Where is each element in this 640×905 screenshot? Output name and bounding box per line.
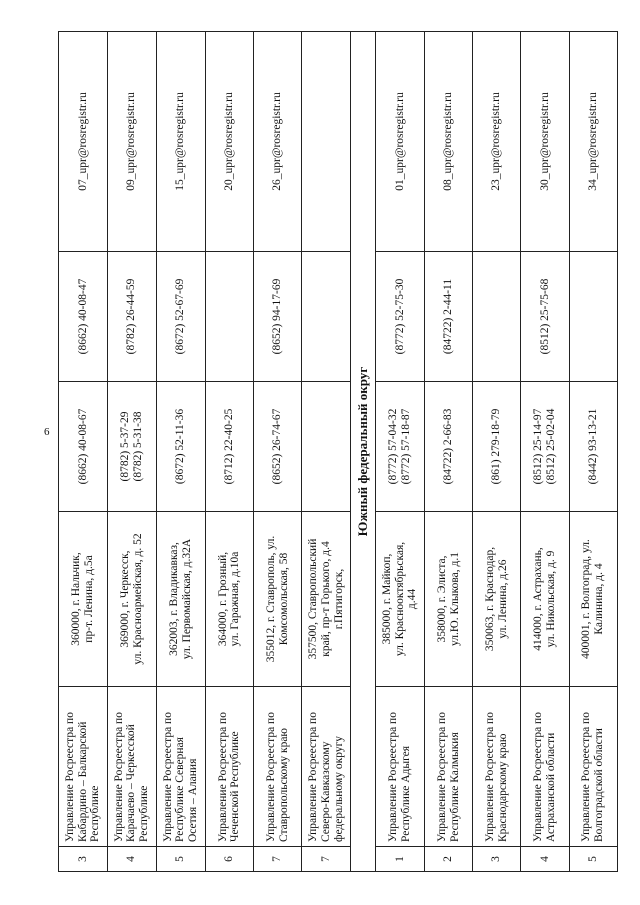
office-address [424, 512, 472, 687]
phone-line: (8772) 57-04-32 [387, 408, 400, 485]
office-name-line: Управление Росреестра по [307, 712, 320, 842]
office-address [205, 512, 253, 687]
fax-number [569, 252, 617, 382]
phone-numbers [107, 382, 156, 512]
phone-numbers [302, 382, 351, 512]
email-address: 15_upr@rosregistr.ru [156, 32, 205, 252]
row-number: 2 [424, 847, 472, 872]
office-name [205, 687, 253, 847]
address-line: ул. Красноармейская, д. 52 [131, 533, 144, 665]
phone-numbers [254, 382, 302, 512]
office-name-line: Республике [138, 785, 151, 842]
office-name-line: Республике Калмыкия [448, 732, 461, 842]
row-number: 1 [376, 847, 425, 872]
table-row [302, 32, 351, 872]
address-line: 355012, г. Ставрополь, ул. [264, 535, 277, 663]
address-line: д.44 [406, 588, 419, 610]
office-address [107, 512, 156, 687]
office-name-line: Управление Росреестра по [216, 712, 229, 842]
office-name-line: Кабардино – Балкарской [76, 721, 89, 842]
row-number: 3 [473, 847, 521, 872]
row-number: 7 [302, 847, 351, 872]
office-name-line: Республике Адыгея [399, 745, 412, 842]
address-line: 414000, г. Астрахань, [532, 547, 545, 651]
fax-number: (8662) 40-08-47 [59, 252, 108, 382]
phone-numbers [205, 382, 253, 512]
fax-number: (8672) 52-67-69 [156, 252, 205, 382]
office-name [521, 687, 569, 847]
office-name-line: Ставропольскому краю [277, 727, 290, 842]
office-name-line: Осетия – Алания [187, 758, 200, 842]
phone-line: (8512) 25-14-97 [532, 408, 545, 485]
address-line: ул. Первомайская, д.32А [180, 538, 193, 660]
office-name-line: Карачаево – Черкесской [125, 724, 138, 842]
fax-number [302, 252, 351, 382]
office-address [521, 512, 569, 687]
email-address [302, 32, 351, 252]
address-line: ул. Краснооктябрьская, [393, 541, 406, 657]
phone-line: (8662) 40-08-67 [76, 408, 89, 485]
email-address: 07_upr@rosregistr.ru [59, 32, 108, 252]
office-name [254, 687, 302, 847]
address-line: 360000, г. Нальчик, [70, 552, 83, 646]
phone-numbers [424, 382, 472, 512]
phone-line: (8712) 22-40-25 [223, 408, 236, 485]
row-number: 4 [521, 847, 569, 872]
office-name-line: Управление Росреестра по [483, 712, 496, 842]
address-line: 400001, г. Волгоград, ул. [580, 539, 593, 659]
address-line: Комсомольская, 58 [277, 552, 290, 646]
office-address [302, 512, 351, 687]
table-row [205, 32, 253, 872]
fax-number: (8512) 25-75-68 [521, 252, 569, 382]
table-body [59, 32, 618, 872]
phone-line: (8652) 26-74-67 [271, 408, 284, 485]
office-name-line: федеральному округу [332, 735, 345, 842]
address-line: 364000, г. Грозный, [216, 551, 229, 647]
office-address [254, 512, 302, 687]
office-name-line: Республике [89, 785, 102, 842]
table-row [376, 32, 425, 872]
office-name [302, 687, 351, 847]
office-name [424, 687, 472, 847]
phone-line: (8782) 5-37-29 [119, 411, 132, 482]
email-address: 30_upr@rosregistr.ru [521, 32, 569, 252]
email-address: 01_upr@rosregistr.ru [376, 32, 425, 252]
phone-numbers [569, 382, 617, 512]
fax-number: (84722) 2-44-11 [424, 252, 472, 382]
phone-numbers [521, 382, 569, 512]
address-line: край, пр-т Горького, д.4 [319, 541, 332, 657]
phone-numbers [473, 382, 521, 512]
address-line: 350063, г. Краснодар, [483, 546, 496, 652]
table-row [521, 32, 569, 872]
row-number: 5 [156, 847, 205, 872]
email-address: 20_upr@rosregistr.ru [205, 32, 253, 252]
table-row [59, 32, 108, 872]
office-name [569, 687, 617, 847]
office-name-line: Астраханской области [545, 732, 558, 842]
office-directory-table [58, 31, 618, 872]
table-row [254, 32, 302, 872]
phone-numbers [59, 382, 108, 512]
row-number: 3 [59, 847, 108, 872]
phone-line: (8512) 25-02-04 [545, 408, 558, 485]
email-address: 08_upr@rosregistr.ru [424, 32, 472, 252]
office-name-line: Управление Росреестра по [112, 712, 125, 842]
address-line: 385000, г. Майкоп, [380, 553, 393, 645]
address-line: ул. Гаражная, д.10а [229, 551, 242, 647]
table-row [107, 32, 156, 872]
office-name-line: Управление Росреестра по [532, 712, 545, 842]
office-name-line: Чеченской Республике [229, 731, 242, 842]
phone-line: (8772) 57-18-87 [399, 408, 412, 485]
row-number: 7 [254, 847, 302, 872]
office-name [59, 687, 108, 847]
office-name-line: Управление Росреестра по [387, 712, 400, 842]
fax-number [205, 252, 253, 382]
phone-line: (8442) 93-13-21 [586, 408, 599, 485]
office-name [156, 687, 205, 847]
row-number: 6 [205, 847, 253, 872]
phone-line: (8672) 52-11-36 [174, 408, 187, 485]
table-row [156, 32, 205, 872]
office-name [376, 687, 425, 847]
address-line: ул. Никольская, д. 9 [545, 550, 558, 648]
email-address: 09_upr@rosregistr.ru [107, 32, 156, 252]
office-address [156, 512, 205, 687]
phone-line: (84722) 2-66-83 [442, 408, 455, 485]
office-name-line: Волгоградской области [593, 728, 606, 842]
fax-number: (8782) 26-44-59 [107, 252, 156, 382]
office-name [473, 687, 521, 847]
email-address: 26_upr@rosregistr.ru [254, 32, 302, 252]
office-address [569, 512, 617, 687]
office-address [376, 512, 425, 687]
rotated-table-container [58, 32, 618, 872]
row-number: 5 [569, 847, 617, 872]
phone-line: (861) 279-18-79 [490, 408, 503, 485]
table-row [569, 32, 617, 872]
email-address: 34_upr@rosregistr.ru [569, 32, 617, 252]
fax-number [473, 252, 521, 382]
office-name-line: Управление Росреестра по [264, 712, 277, 842]
address-line: ул.Ю. Клыкова, д.1 [448, 552, 461, 646]
office-name-line: Краснодарскому краю [496, 733, 509, 842]
address-line: 362003, г. Владикавказ, [168, 542, 180, 656]
phone-numbers [376, 382, 425, 512]
address-line: 369000, г. Черкесск, [119, 550, 132, 648]
office-address [59, 512, 108, 687]
office-name-line: Северо-Кавказскому [319, 741, 332, 842]
office-name-line: Управление Росреестра по [580, 712, 593, 842]
office-name-line: Управление Росреестра по [435, 712, 448, 842]
fax-number: (8652) 94-17-69 [254, 252, 302, 382]
address-line: 357500, Ставропольский [307, 538, 320, 660]
address-line: ул. Ленина, д.26 [496, 559, 509, 639]
office-address [473, 512, 521, 687]
office-name [107, 687, 156, 847]
email-address: 23_upr@rosregistr.ru [473, 32, 521, 252]
table-row [473, 32, 521, 872]
office-name-line: Управление Росреестра по [161, 712, 174, 842]
office-name-line: Республике Северная [174, 737, 187, 842]
section-row [351, 32, 376, 872]
address-line: 358000, г. Элиста, [435, 555, 448, 643]
table-row [424, 32, 472, 872]
row-number: 4 [107, 847, 156, 872]
address-line: г.Пятигорск, [332, 568, 345, 630]
phone-numbers [156, 382, 205, 512]
fax-number: (8772) 52-75-30 [376, 252, 425, 382]
address-line: пр-т. Ленина, д.5а [82, 555, 95, 643]
section-title: Южный федеральный округ [351, 32, 376, 872]
office-name-line: Управление Росреестра по [63, 712, 76, 842]
phone-line: (8782) 5-31-38 [131, 411, 144, 482]
page-number: 6 [44, 426, 50, 438]
address-line: Калинина, д. 4 [593, 563, 606, 635]
